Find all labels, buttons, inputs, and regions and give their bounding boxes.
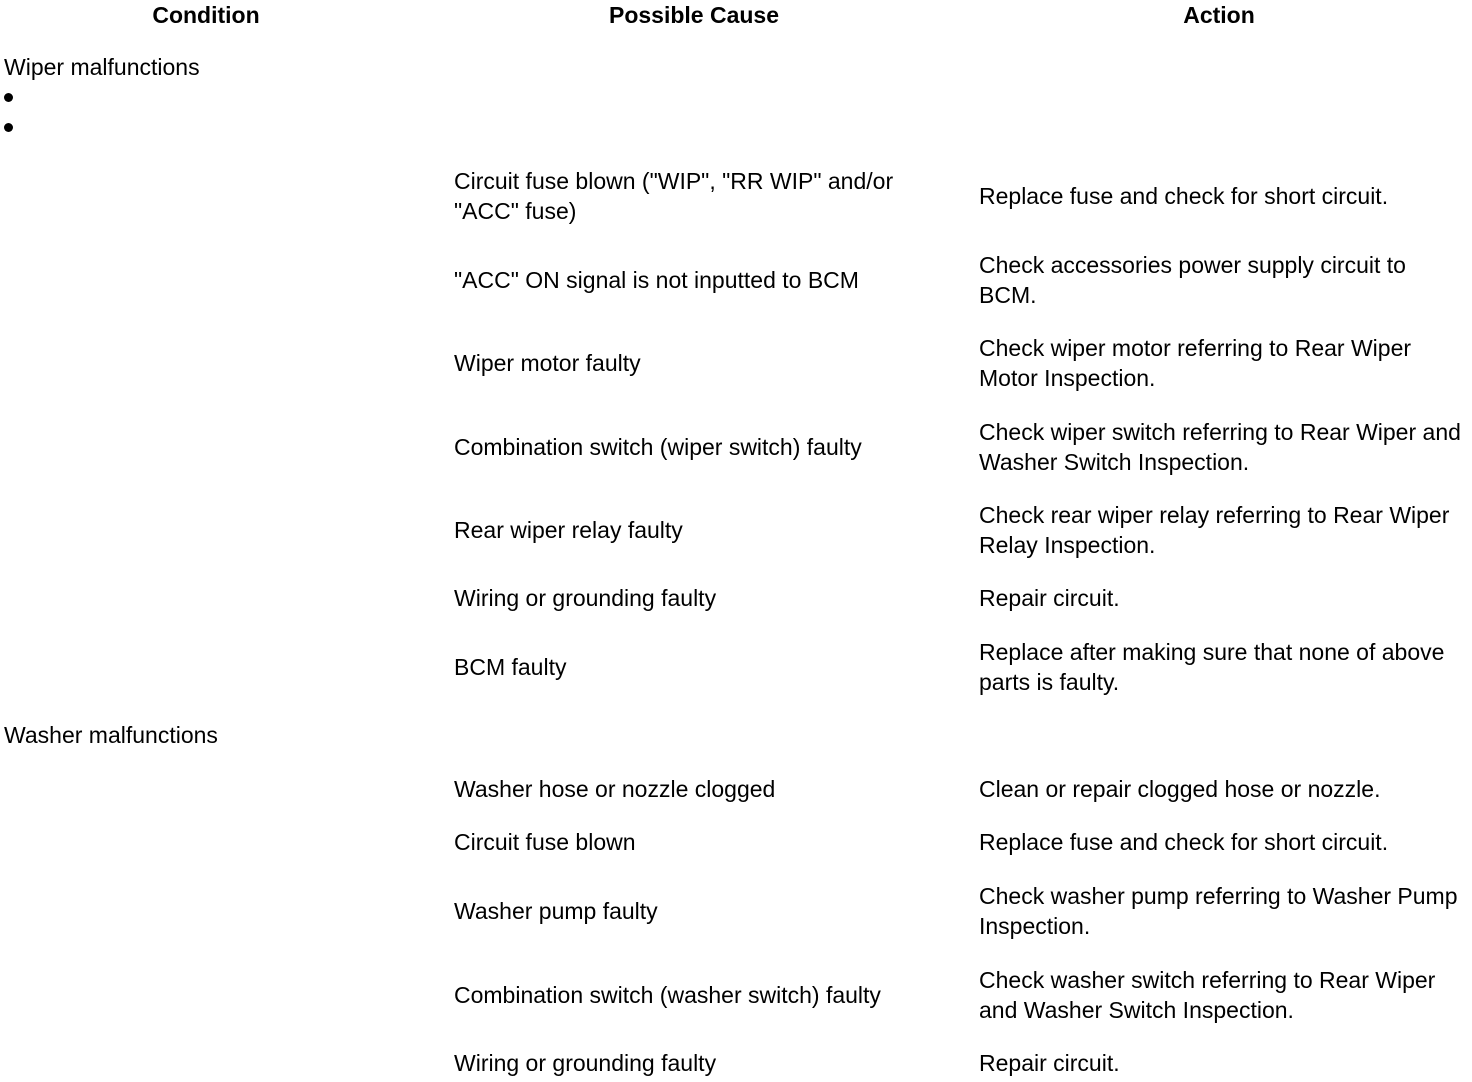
cause-text: Wiring or grounding faulty [454,585,717,611]
table-row [0,250,1472,310]
cause-text: Wiper motor faulty [454,350,641,376]
table-row [0,637,1472,697]
condition-washer: Washer malfunctions [4,722,218,748]
action-text: Check rear wiper relay referring to Rear Wiper Relay Inspection. [979,502,1450,558]
table-row [0,333,1472,393]
cause-text: Rear wiper relay faulty [454,517,683,543]
cause-text: Circuit fuse blown [454,829,636,855]
bullet-point [4,93,13,102]
table-row [0,500,1472,560]
action-text: Check wiper motor referring to Rear Wiper Motor Inspection. [979,335,1412,391]
header-action: Action [1183,2,1255,28]
table-row [0,1048,1472,1078]
action-text: Check wiper switch referring to Rear Wiper and Washer Switch Inspection. [979,419,1461,475]
action-text: Repair circuit. [979,585,1120,611]
cause-text: Combination switch (washer switch) faulty [454,982,881,1008]
condition-wiper: Wiper malfunctions [4,54,200,80]
action-text: Check accessories power supply circuit to BCM. [979,252,1406,308]
header-possible-cause: Possible Cause [608,2,780,28]
table-row [0,166,1472,226]
action-text: Replace fuse and check for short circuit. [979,829,1389,855]
cause-text: Washer pump faulty [454,898,658,924]
cause-text: Combination switch (wiper switch) faulty [454,434,862,460]
action-text: Clean or repair clogged hose or nozzle. [979,776,1381,802]
cause-text: BCM faulty [454,654,567,680]
cause-text: Circuit fuse blown ("WIP", "RR WIP" and/or "ACC" fuse) [454,168,894,224]
bullet-point [4,123,13,132]
table-row [0,417,1472,477]
action-text: Repair circuit. [979,1050,1120,1076]
cause-text: Wiring or grounding faulty [454,1050,717,1076]
action-text: Check washer switch referring to Rear Wiper and Washer Switch Inspection. [979,967,1436,1023]
table-row [0,881,1472,941]
table-row [0,774,1472,804]
table-row [0,583,1472,613]
header-condition: Condition [152,2,260,28]
table-row [0,965,1472,1025]
cause-text: "ACC" ON signal is not inputted to BCM [454,267,859,293]
action-text: Replace after making sure that none of above parts is faulty. [979,639,1445,695]
action-text: Check washer pump referring to Washer Pump Inspection. [979,883,1458,939]
cause-text: Washer hose or nozzle clogged [454,776,776,802]
action-text: Replace fuse and check for short circuit. [979,183,1389,209]
table-row [0,827,1472,857]
